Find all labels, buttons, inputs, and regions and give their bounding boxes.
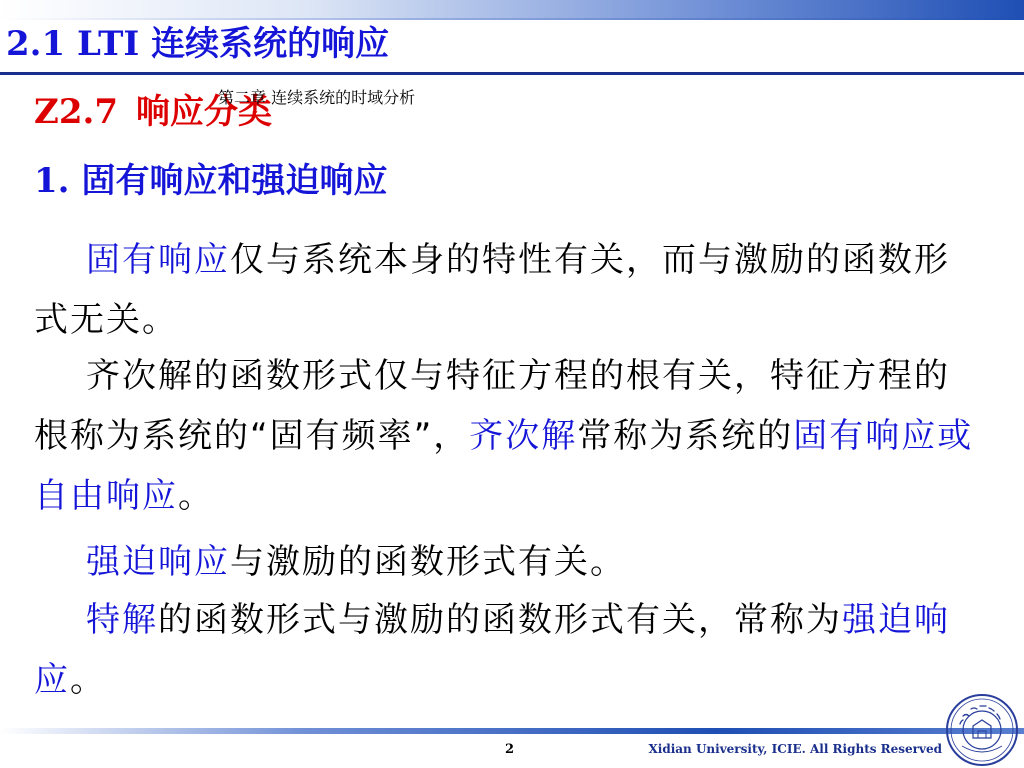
paragraph-text: 常称为系统的 — [577, 416, 794, 456]
paragraph-text: 。 — [70, 660, 106, 700]
paragraph-natural-response — [34, 230, 984, 350]
item-heading — [34, 160, 388, 202]
top-gradient-line — [0, 18, 1024, 20]
term-natural-response: 固有响应 — [86, 240, 230, 280]
item-number: 1. — [34, 161, 70, 201]
top-gradient-bar — [0, 0, 1024, 18]
title-rule — [0, 72, 1024, 75]
paragraph-particular-solution — [34, 590, 984, 710]
paragraph-text: 与激励的函数形式有关。 — [230, 542, 626, 582]
paragraph-forced-response — [34, 532, 984, 592]
term-forced-response: 强迫响应 — [86, 542, 230, 582]
section-title: 2.1 LTI 连续系统的响应 — [6, 24, 390, 64]
term-homogeneous-solution: 齐次解 — [469, 416, 578, 456]
bottom-gradient-rule — [0, 728, 1024, 734]
subsection-title: 响应分类 — [135, 92, 272, 132]
university-seal-icon — [944, 692, 1020, 768]
subsection-number: Z2.7 — [34, 92, 118, 132]
term-free-response: 固有响应或自由响应 — [34, 416, 974, 516]
term-forced-response: 强迫响应 — [34, 600, 950, 700]
item-title: 固有响应和强迫响应 — [81, 161, 388, 201]
paragraph-text: 。 — [178, 476, 214, 516]
paragraph-homogeneous-solution — [34, 346, 984, 526]
paragraph-text: 的函数形式与激励的函数形式有关，常称为 — [158, 600, 842, 640]
term-particular-solution: 特解 — [86, 600, 158, 640]
page-number: 2 — [505, 742, 515, 757]
paragraph-text: 齐次解的函数形式仅与特征方程的根有关，特征方程的根称为系统的“固有频率”， — [34, 356, 950, 456]
chapter-label: 第二章 连续系统的时域分析 — [218, 88, 416, 107]
footer-copyright: Xidian University, ICIE. All Rights Reserved — [648, 742, 942, 756]
paragraph-text: 仅与系统本身的特性有关，而与激励的函数形式无关。 — [34, 240, 950, 340]
